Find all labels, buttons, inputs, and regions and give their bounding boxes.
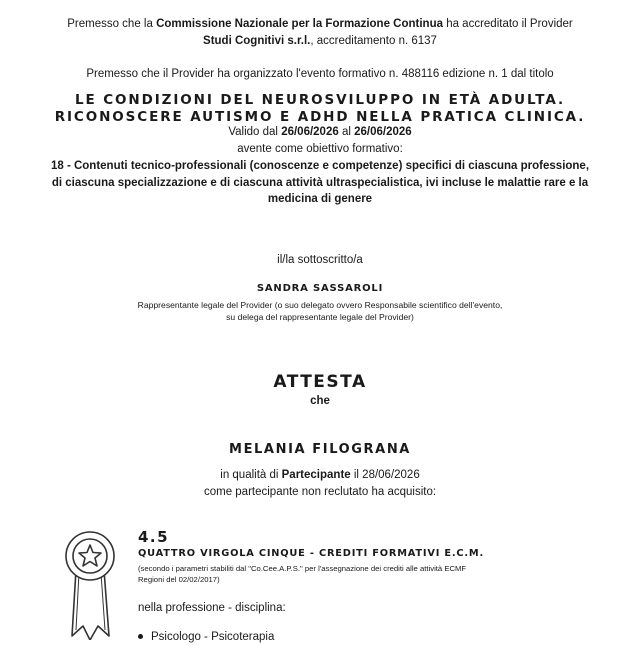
intro-suffix: ha accreditato il Provider — [443, 18, 573, 30]
list-item — [138, 630, 274, 644]
credits-note-line-2: Regioni del 02/02/2017) — [138, 575, 220, 584]
provider-name: Studi Cognitivi s.r.l. — [203, 35, 311, 47]
accreditation-number: , accreditamento n. 6137 — [310, 35, 437, 47]
profession-item: Psicologo - Psicoterapia — [151, 631, 275, 643]
signatory-role-line-2: su delega del rappresentante legale del Provider) — [226, 312, 414, 322]
event-title-line-1: LE CONDIZIONI DEL NEUROSVILUPPO IN ETÀ ADULTA. — [75, 92, 565, 108]
validity-to: 26/06/2026 — [354, 126, 412, 138]
che-label: che — [310, 395, 330, 407]
provider-line — [0, 34, 640, 48]
participant-note: come partecipante non reclutato ha acquisito: — [203, 486, 437, 498]
objective-label: avente come obiettivo formativo: — [237, 143, 403, 155]
participant-name: MELANIA FILOGRANA — [229, 442, 411, 457]
validity-line — [0, 125, 640, 139]
quality-line — [0, 468, 640, 482]
objective-line-1: 18 - Contenuti tecnico-professionali (conoscenze e competenze) specifici di ciascuna professione, — [50, 160, 590, 172]
commission-name: Commissione Nazionale per la Formazione Continua — [156, 18, 443, 30]
credits-number: 4.5 — [138, 528, 170, 546]
credits-words: QUATTRO VIRGOLA CINQUE - CREDITI FORMATIVI E.C.M. — [138, 548, 484, 559]
provider-intro-line — [0, 17, 640, 31]
participant-role: Partecipante — [281, 469, 351, 481]
validity-from: 26/06/2026 — [281, 126, 339, 138]
attesta-heading: ATTESTA — [273, 372, 367, 392]
signatory-role-line-1: Rappresentante legale del Provider (o suo delegato ovvero Responsabile scientifico dell'evento, — [137, 300, 503, 310]
objective-line-3: medicina di genere — [267, 193, 373, 205]
intro-prefix: Premesso che la — [67, 18, 157, 30]
signatory-name: SANDRA SASSAROLI — [256, 283, 384, 294]
bullet-disc-icon — [138, 634, 143, 639]
quality-suffix: il 28/06/2026 — [350, 469, 420, 481]
objective-line-2: di ciascuna specializzazione e di ciascuna attività ultraspecialistica, ivi incluse le malattie rare e la — [51, 177, 589, 189]
undersigned-label: il/la sottoscritto/a — [277, 254, 363, 266]
event-title-line-2: RICONOSCERE AUTISMO E ADHD NELLA PRATICA CLINICA. — [54, 109, 586, 125]
credits-note-line-1: (secondo i parametri stabiliti dal "Co.Cee.A.P.S." per l'assegnazione dei crediti alle attività ECMF — [138, 564, 467, 573]
validity-mid: al — [338, 126, 355, 138]
award-ribbon-star-icon — [64, 526, 116, 640]
quality-prefix: in qualità di — [220, 469, 282, 481]
profession-label: nella professione - disciplina: — [138, 602, 286, 614]
event-intro: Premesso che il Provider ha organizzato l'evento formativo n. 488116 edizione n. 1 dal titolo — [86, 68, 554, 80]
validity-prefix: Valido dal — [228, 126, 282, 138]
